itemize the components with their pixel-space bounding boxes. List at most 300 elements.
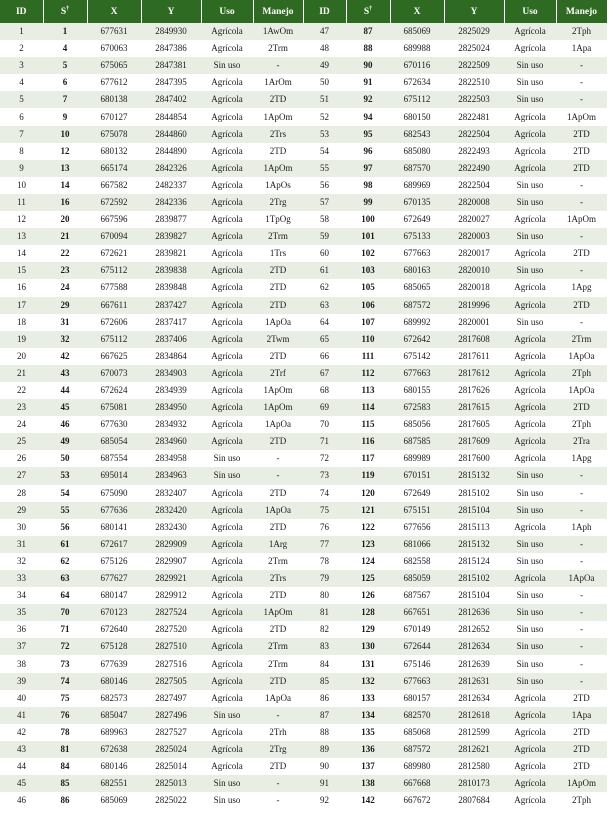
cell-manejo: - [556, 673, 607, 690]
cell-manejo: - [253, 450, 303, 467]
cell-sample: 63 [43, 570, 87, 587]
cell-sample: 71 [43, 621, 87, 638]
cell-sample: 137 [346, 758, 390, 775]
cell-id: 55 [303, 160, 346, 177]
cell-y: 2820010 [444, 262, 504, 279]
cell-sample: 86 [43, 792, 87, 809]
cell-y: 2847402 [141, 91, 201, 108]
cell-manejo: - [556, 655, 607, 672]
cell-y: 2842336 [141, 194, 201, 211]
cell-sample: 78 [43, 724, 87, 741]
cell-uso: Agrícola [504, 211, 556, 228]
cell-id: 71 [303, 433, 346, 450]
cell-id: 90 [303, 758, 346, 775]
cell-sample: 5 [43, 57, 87, 74]
table-row [0, 741, 607, 758]
cell-y: 2849930 [141, 23, 201, 40]
cell-y: 2820008 [444, 194, 504, 211]
cell-x: 680157 [390, 690, 444, 707]
cell-y: 2812631 [444, 673, 504, 690]
cell-y: 2822504 [444, 126, 504, 143]
cell-id: 14 [0, 245, 43, 262]
cell-y: 2817612 [444, 365, 504, 382]
cell-sample: 136 [346, 741, 390, 758]
cell-manejo: 2Trm [253, 228, 303, 245]
cell-manejo: 2TD [253, 143, 303, 160]
cell-manejo: 2Trg [253, 741, 303, 758]
cell-x: 675146 [390, 655, 444, 672]
cell-y: 2810173 [444, 775, 504, 792]
cell-x: 680150 [390, 108, 444, 125]
dagger-mark: † [66, 5, 70, 12]
cell-uso: Agrícola [201, 279, 253, 296]
table-row [0, 502, 607, 519]
cell-y: 2822481 [444, 108, 504, 125]
cell-sample: 62 [43, 553, 87, 570]
cell-uso: Agrícola [201, 40, 253, 57]
cell-sample: 107 [346, 314, 390, 331]
header-row [0, 0, 607, 23]
cell-uso: Sin uso [201, 707, 253, 724]
cell-y: 2827496 [141, 707, 201, 724]
header-uso: Uso [504, 0, 556, 23]
table-row [0, 638, 607, 655]
cell-id: 1 [0, 23, 43, 40]
cell-uso: Agrícola [201, 74, 253, 91]
cell-y: 2834950 [141, 399, 201, 416]
cell-id: 18 [0, 314, 43, 331]
cell-x: 677636 [87, 502, 141, 519]
cell-manejo: - [556, 314, 607, 331]
cell-id: 11 [0, 194, 43, 211]
cell-manejo: - [253, 707, 303, 724]
cell-manejo: 2TD [253, 91, 303, 108]
cell-manejo: 2TD [556, 297, 607, 314]
cell-manejo: - [556, 587, 607, 604]
cell-y: 2815102 [444, 570, 504, 587]
cell-manejo: 1ApOm [556, 775, 607, 792]
table-row [0, 758, 607, 775]
cell-y: 2827510 [141, 638, 201, 655]
cell-uso: Agrícola [504, 331, 556, 348]
table-row [0, 399, 607, 416]
cell-manejo: 2Trm [253, 655, 303, 672]
cell-uso: Agrícola [201, 399, 253, 416]
cell-uso: Agrícola [504, 348, 556, 365]
cell-y: 2837427 [141, 297, 201, 314]
cell-y: 2847386 [141, 40, 201, 57]
table-row [0, 536, 607, 553]
cell-id: 36 [0, 621, 43, 638]
cell-uso: Agrícola [201, 314, 253, 331]
cell-manejo: - [556, 91, 607, 108]
cell-y: 2817605 [444, 416, 504, 433]
cell-y: 2827520 [141, 621, 201, 638]
cell-uso: Sin uso [201, 792, 253, 809]
cell-y: 2832407 [141, 485, 201, 502]
cell-uso: Agrícola [504, 758, 556, 775]
table-row [0, 177, 607, 194]
cell-sample: 115 [346, 416, 390, 433]
cell-uso: Agrícola [201, 502, 253, 519]
cell-sample: 53 [43, 467, 87, 484]
cell-manejo: 2Tph [556, 416, 607, 433]
cell-x: 680146 [87, 758, 141, 775]
cell-x: 672634 [390, 74, 444, 91]
cell-manejo: 1ApOa [556, 570, 607, 587]
cell-y: 2842326 [141, 160, 201, 177]
cell-x: 682570 [390, 707, 444, 724]
cell-id: 77 [303, 536, 346, 553]
cell-manejo: 1AwOm [253, 23, 303, 40]
cell-x: 685054 [87, 433, 141, 450]
cell-uso: Sin uso [504, 177, 556, 194]
cell-sample: 121 [346, 502, 390, 519]
cell-sample: 90 [346, 57, 390, 74]
cell-manejo: 1ApOm [253, 382, 303, 399]
cell-uso: Sin uso [504, 502, 556, 519]
table-row [0, 348, 607, 365]
cell-sample: 111 [346, 348, 390, 365]
cell-id: 70 [303, 416, 346, 433]
cell-y: 2829907 [141, 553, 201, 570]
cell-y: 2815104 [444, 502, 504, 519]
cell-id: 34 [0, 587, 43, 604]
cell-y: 2844860 [141, 126, 201, 143]
cell-uso: Agrícola [201, 126, 253, 143]
cell-manejo: 1ApOm [253, 160, 303, 177]
cell-x: 672592 [87, 194, 141, 211]
cell-uso: Agrícola [201, 143, 253, 160]
cell-x: 670149 [390, 621, 444, 638]
cell-id: 78 [303, 553, 346, 570]
cell-uso: Agrícola [201, 160, 253, 177]
cell-sample: 7 [43, 91, 87, 108]
cell-uso: Agrícola [504, 707, 556, 724]
cell-uso: Sin uso [504, 621, 556, 638]
cell-x: 670135 [390, 194, 444, 211]
cell-uso: Agrícola [201, 621, 253, 638]
cell-sample: 114 [346, 399, 390, 416]
cell-sample: 124 [346, 553, 390, 570]
cell-sample: 112 [346, 365, 390, 382]
cell-uso: Agrícola [201, 331, 253, 348]
cell-x: 680132 [87, 143, 141, 160]
cell-sample: 49 [43, 433, 87, 450]
cell-uso: Agrícola [201, 536, 253, 553]
cell-uso: Agrícola [201, 348, 253, 365]
cell-sample: 129 [346, 621, 390, 638]
header-sample: S† [346, 0, 390, 23]
cell-y: 2807684 [444, 792, 504, 809]
cell-uso: Agrícola [201, 23, 253, 40]
cell-uso: Agrícola [504, 23, 556, 40]
cell-sample: 12 [43, 143, 87, 160]
cell-id: 44 [0, 758, 43, 775]
table-row [0, 365, 607, 382]
cell-sample: 13 [43, 160, 87, 177]
cell-y: 2834932 [141, 416, 201, 433]
cell-id: 66 [303, 348, 346, 365]
cell-x: 672644 [390, 638, 444, 655]
table-row [0, 279, 607, 296]
cell-x: 687570 [390, 160, 444, 177]
cell-y: 2815102 [444, 485, 504, 502]
cell-x: 677627 [87, 570, 141, 587]
cell-y: 2817608 [444, 331, 504, 348]
cell-manejo: 2TD [253, 485, 303, 502]
cell-uso: Sin uso [504, 553, 556, 570]
cell-id: 63 [303, 297, 346, 314]
cell-uso: Agrícola [201, 570, 253, 587]
cell-uso: Sin uso [504, 467, 556, 484]
cell-sample: 64 [43, 587, 87, 604]
cell-id: 39 [0, 673, 43, 690]
cell-manejo: 1ApOm [556, 108, 607, 125]
cell-y: 2815113 [444, 519, 504, 536]
cell-uso: Sin uso [504, 673, 556, 690]
cell-manejo: 2TD [556, 126, 607, 143]
cell-manejo: 1ArOm [253, 74, 303, 91]
cell-x: 677639 [87, 655, 141, 672]
cell-sample: 98 [346, 177, 390, 194]
cell-manejo: 1ApOa [556, 382, 607, 399]
cell-x: 675151 [390, 502, 444, 519]
cell-manejo: - [556, 74, 607, 91]
cell-manejo: - [556, 228, 607, 245]
header-manejo: Manejo [253, 0, 303, 23]
cell-x: 667651 [390, 604, 444, 621]
cell-x: 677612 [87, 74, 141, 91]
cell-id: 6 [0, 108, 43, 125]
cell-uso: Agrícola [201, 741, 253, 758]
cell-id: 15 [0, 262, 43, 279]
cell-sample: 105 [346, 279, 390, 296]
cell-y: 2822503 [444, 91, 504, 108]
table-row [0, 467, 607, 484]
cell-x: 682558 [390, 553, 444, 570]
cell-sample: 6 [43, 74, 87, 91]
cell-y: 2829912 [141, 587, 201, 604]
cell-id: 8 [0, 143, 43, 160]
cell-sample: 94 [346, 108, 390, 125]
cell-id: 24 [0, 416, 43, 433]
cell-uso: Agrícola [201, 485, 253, 502]
cell-uso: Agrícola [504, 433, 556, 450]
cell-uso: Agrícola [504, 126, 556, 143]
table-row [0, 433, 607, 450]
cell-id: 41 [0, 707, 43, 724]
cell-manejo: 2Trs [253, 570, 303, 587]
cell-x: 685069 [390, 23, 444, 40]
cell-manejo: 2Twm [253, 331, 303, 348]
cell-manejo: 1Arg [253, 536, 303, 553]
cell-uso: Agrícola [201, 228, 253, 245]
cell-manejo: - [556, 177, 607, 194]
header-y: Y [141, 0, 201, 23]
cell-x: 685047 [87, 707, 141, 724]
cell-id: 4 [0, 74, 43, 91]
cell-uso: Agrícola [504, 775, 556, 792]
cell-sample: 44 [43, 382, 87, 399]
cell-uso: Agrícola [201, 519, 253, 536]
cell-uso: Agrícola [201, 194, 253, 211]
cell-uso: Sin uso [504, 74, 556, 91]
cell-id: 76 [303, 519, 346, 536]
cell-manejo: 1Aph [556, 519, 607, 536]
cell-sample: 70 [43, 604, 87, 621]
cell-y: 2820018 [444, 279, 504, 296]
cell-y: 2827524 [141, 604, 201, 621]
cell-manejo: 2TD [556, 399, 607, 416]
cell-id: 79 [303, 570, 346, 587]
cell-x: 670151 [390, 467, 444, 484]
cell-uso: Sin uso [504, 587, 556, 604]
cell-id: 83 [303, 638, 346, 655]
cell-id: 30 [0, 519, 43, 536]
cell-manejo: 2TD [556, 724, 607, 741]
cell-manejo: 2TD [253, 433, 303, 450]
cell-uso: Agrícola [201, 724, 253, 741]
cell-id: 21 [0, 365, 43, 382]
cell-uso: Agrícola [504, 570, 556, 587]
cell-id: 43 [0, 741, 43, 758]
cell-uso: Sin uso [504, 314, 556, 331]
cell-x: 680141 [87, 519, 141, 536]
cell-manejo: 1ApOm [253, 399, 303, 416]
cell-uso: Agrícola [201, 416, 253, 433]
cell-uso: Agrícola [504, 519, 556, 536]
cell-id: 50 [303, 74, 346, 91]
cell-sample: 1 [43, 23, 87, 40]
cell-x: 670123 [87, 604, 141, 621]
cell-uso: Agrícola [504, 382, 556, 399]
cell-y: 2817626 [444, 382, 504, 399]
cell-x: 682543 [390, 126, 444, 143]
cell-y: 2815132 [444, 467, 504, 484]
cell-x: 675081 [87, 399, 141, 416]
cell-sample: 133 [346, 690, 390, 707]
cell-sample: 91 [346, 74, 390, 91]
cell-sample: 42 [43, 348, 87, 365]
cell-y: 2844854 [141, 108, 201, 125]
cell-id: 9 [0, 160, 43, 177]
cell-uso: Agrícola [201, 211, 253, 228]
cell-y: 2482337 [141, 177, 201, 194]
cell-manejo: 2Tph [556, 23, 607, 40]
table-row [0, 450, 607, 467]
cell-x: 670116 [390, 57, 444, 74]
cell-manejo: 2TD [253, 758, 303, 775]
cell-manejo: 2TD [556, 143, 607, 160]
cell-sample: 75 [43, 690, 87, 707]
cell-x: 685056 [390, 416, 444, 433]
cell-sample: 4 [43, 40, 87, 57]
cell-x: 680146 [87, 673, 141, 690]
cell-x: 677663 [390, 365, 444, 382]
cell-sample: 74 [43, 673, 87, 690]
cell-id: 80 [303, 587, 346, 604]
cell-id: 61 [303, 262, 346, 279]
cell-manejo: 2Trm [556, 331, 607, 348]
cell-sample: 132 [346, 673, 390, 690]
cell-uso: Agrícola [201, 108, 253, 125]
cell-manejo: - [556, 638, 607, 655]
cell-id: 27 [0, 467, 43, 484]
cell-x: 675142 [390, 348, 444, 365]
cell-x: 680138 [87, 91, 141, 108]
cell-uso: Agrícola [504, 297, 556, 314]
cell-uso: Agrícola [504, 724, 556, 741]
table-row [0, 74, 607, 91]
cell-y: 2839877 [141, 211, 201, 228]
cell-x: 667672 [390, 792, 444, 809]
cell-x: 687554 [87, 450, 141, 467]
header-x: X [87, 0, 141, 23]
cell-x: 675126 [87, 553, 141, 570]
cell-manejo: 1Apa [556, 707, 607, 724]
cell-uso: Agrícola [201, 553, 253, 570]
cell-id: 5 [0, 91, 43, 108]
table-row [0, 707, 607, 724]
cell-id: 74 [303, 485, 346, 502]
cell-x: 672640 [87, 621, 141, 638]
cell-sample: 100 [346, 211, 390, 228]
cell-x: 667596 [87, 211, 141, 228]
cell-x: 670127 [87, 108, 141, 125]
cell-x: 687567 [390, 587, 444, 604]
cell-uso: Sin uso [504, 638, 556, 655]
cell-manejo: - [556, 485, 607, 502]
table-row [0, 570, 607, 587]
cell-id: 32 [0, 553, 43, 570]
cell-y: 2812639 [444, 655, 504, 672]
cell-manejo: 2Trm [253, 40, 303, 57]
cell-id: 65 [303, 331, 346, 348]
cell-x: 675090 [87, 485, 141, 502]
cell-sample: 117 [346, 450, 390, 467]
cell-sample: 20 [43, 211, 87, 228]
cell-manejo: - [556, 467, 607, 484]
cell-sample: 96 [346, 143, 390, 160]
cell-uso: Sin uso [504, 536, 556, 553]
cell-id: 12 [0, 211, 43, 228]
cell-sample: 106 [346, 297, 390, 314]
cell-x: 677631 [87, 23, 141, 40]
cell-y: 2834864 [141, 348, 201, 365]
cell-id: 42 [0, 724, 43, 741]
cell-id: 31 [0, 536, 43, 553]
cell-id: 40 [0, 690, 43, 707]
cell-uso: Sin uso [504, 262, 556, 279]
cell-x: 677663 [390, 673, 444, 690]
cell-uso: Agrícola [201, 297, 253, 314]
cell-id: 87 [303, 707, 346, 724]
cell-uso: Agrícola [504, 399, 556, 416]
cell-y: 2847395 [141, 74, 201, 91]
table-row [0, 297, 607, 314]
cell-manejo: 2TD [253, 519, 303, 536]
cell-id: 38 [0, 655, 43, 672]
cell-sample: 16 [43, 194, 87, 211]
cell-sample: 50 [43, 450, 87, 467]
cell-y: 2827505 [141, 673, 201, 690]
table-row [0, 108, 607, 125]
cell-y: 2825024 [444, 40, 504, 57]
cell-sample: 122 [346, 519, 390, 536]
cell-x: 695014 [87, 467, 141, 484]
cell-uso: Agrícola [504, 741, 556, 758]
